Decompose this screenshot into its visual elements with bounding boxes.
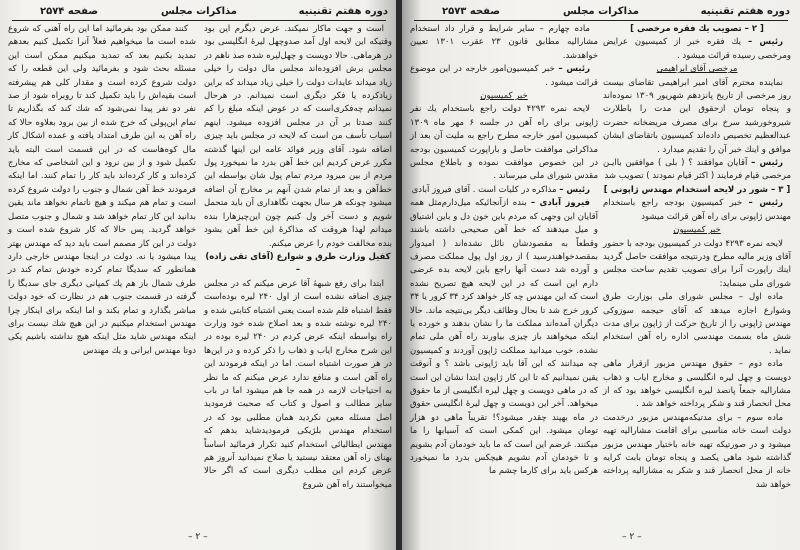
page-header bbox=[10, 4, 388, 20]
paragraph bbox=[410, 184, 598, 197]
left-page bbox=[0, 0, 398, 550]
paragraph-text: آقایان موافقند ؟ ( بلی ) موافقین باایـن مرخصی قیام فرمایند ( اکثر قیام نمودند ) تصویب شد bbox=[603, 158, 791, 182]
paragraph bbox=[410, 63, 598, 90]
subheading bbox=[603, 224, 791, 237]
subheading bbox=[410, 90, 598, 103]
paragraph bbox=[603, 77, 791, 157]
paragraph-text: مذاکره در کلیات است . آقای فیروز آبادی bbox=[411, 184, 560, 195]
page-number: صفحه ۲۵۷۴ bbox=[40, 6, 99, 17]
paragraph-text: خبر کمیسیون بودجه راجع باستخدام مهندس ژاپونی برای راه آهن قرائت میشود bbox=[603, 198, 791, 222]
paragraph-text: لایحه نمره ۴۲۹۳ دولت راجع باستخدام یك نفر ژاپونی برای راه آهن در جلسه ۶ مهر ماه ۱۳۰۹ کمیسیون امور خارجه مطرح راجع به ملیت آن بعد از مذاکراتی موافقت حاصل و باراپورت کمیسیون بودجه در این خصوص موافقت نموده و باطلاع مجلس مقدس شورای ملی میرساند . bbox=[410, 104, 598, 182]
speaker-name: رئیس – bbox=[748, 198, 784, 209]
speaker-name: رئیس – bbox=[747, 37, 784, 48]
paragraph bbox=[204, 278, 392, 493]
text-column-left bbox=[410, 23, 598, 479]
paragraph bbox=[603, 291, 791, 358]
subheading bbox=[603, 63, 791, 76]
paragraph-text: [ ۲ – تصویب یك فقره مرخصی ] bbox=[630, 24, 764, 34]
paragraph bbox=[204, 23, 392, 251]
header-title: مذاکرات مجلس bbox=[562, 6, 639, 17]
paragraph-text: ماده سوم – برای مدتیکه‌مهندس مزبور درخدمت دولت است خانه مناسبی برای اقامت مشارالیه تهیه میشود و در صورتیکه تهیه خانه باختیار مهندس مزبور گذاشته شود ماهی یکصد و پنجاه تومان بابت کرایه خانه از محل انحصار قند و شکر به مشارالیه پرداخته خواهد شد bbox=[603, 412, 791, 490]
paragraph bbox=[603, 238, 791, 292]
paragraph-text: خبر کمیسیون‌امور خارجه در این موضوع قرائت میشود . bbox=[410, 64, 598, 88]
speaker-name: فیروز آبادی – bbox=[530, 198, 590, 209]
paragraph bbox=[603, 412, 791, 492]
paragraph-text: مرخصی آقای ابراهیمی bbox=[656, 64, 738, 75]
footer-page-number: – ۲ – bbox=[188, 532, 208, 542]
paragraph-text: ماده چهارم – سایر شرایط و قرار داد استخدام مشارالیه مطابق قانون ۲۳ عقرب ۱۳۰۱ تعیین خواهدشد. bbox=[410, 24, 599, 61]
header-title: مذاکرات مجلس bbox=[160, 6, 237, 17]
section-heading bbox=[603, 23, 791, 36]
paragraph-text: نماینده محترم آقای امیر ابراهیمی تقاضای بیست روز مرخصی از تاریخ پانزدهم شهریور ۱۳۰۹ نموده‌اند و پنجاه تومان ازحقوق این مدت را باطلارت شیروخورشید سرخ برای مصرف مریضخانه حضرت عبدالعظیم تخصیص داده‌اند کمیسیون باتقاضای ایشان موافق و اینك خبر آن را تقدیم میدارد . bbox=[603, 77, 791, 155]
paragraph-text: کنند ممکن بود بفرمائید اما این راه آهنی که شروع شده است ما میخواهیم فعلاً آنرا تکمیل کنیم بعدهم تمدید بکنیم بعد که تمدید میکنیم ممکن است این مسئله بحث شود و بفرمائید ولی این قطعه را که دولت شروع کرده است و مقدار کلی هم پیشرفته است بقیه‌اش را باید تکمیل کند تا روبراه شود از صد نفر دو نفر پیدا نمی‌شود که شك کند که بگذاریم تا تمام این‌پولی که خرج شده از بین برود بعلاوه حالا که راه آهن به این طرف امتداد یافته و عمده اشکال کار مال کوه‌هاست که در این قسمت است البته باید تکمیل شود و از بین نرود و این اشخاصی که مخارج کرده‌اند و کار کرده‌اند باید کار را تمام کنند. اما اینکه فرمودند خط آهن شمال و جنوب را دولت شروع کرده است و تمام هم میکند و هیچ ناتمام نخواهد ماند یقین بدانید این کار تمام خواهد شد و شمال و جنوب متصل خواهد گردید. پس حالا که کار شروع شده است و دولت در این کار مصمم است باید دید که مهندس بهتر پیدا میشود یا نه. دولت در اینجا مهندس خارجی دارد همانطور که سدیگا تمام کرده خودش تمام کند در طرف شمال باز هم یك کمپانی دیگری جای سدیگا را گرفته در قسمت جنوب هم در نظارت که خود دولت مباشر بگذارد و تمام بکند و اما اینکه برای اینکار چرا مهندس استخدام میکنیم در این هیچ شك نیست برای اینکه مهندس شاید مثل اینکه هیچ نداشته باشیم یکی دوتا مهندس ایرانی و یك مهندس bbox=[8, 24, 196, 356]
paragraph bbox=[603, 197, 791, 224]
text-column-right bbox=[603, 23, 791, 492]
paragraph-text: [ ۳ – شور در لایحه استخدام مهندس ژاپونی ] bbox=[603, 184, 791, 195]
page-header bbox=[412, 4, 790, 20]
paragraph-text: خبر کمیسیون bbox=[480, 91, 528, 102]
paragraph bbox=[603, 36, 791, 63]
paragraph-text: کفیل وزارت طرق و شوارع (آقای تقی زاده) – bbox=[205, 251, 391, 276]
paragraph bbox=[410, 23, 598, 63]
paragraph-text: است و جهت ماکار نمیکند. عرض دیگرم این بود وقتیکه این لایحه اول آمد صدوچهل لیرهٔ انگلیسی بود در هرماهی. حالا دویست و چهل‌لیره شده صد ناهم در مجلس برش افزوده‌اند مجلس مال دولت را خیلی زیاد میداند عایدات دولت را خیلی زیاد میداند که براین زیادکرده یا فکر دیگری است نمیدانم. در هرحال نمیدانم چه‌فکری‌است که در عوض اینکه مبلغ را کم کنند صدتا بر آن در مجلس افزوده میشود. اینهم اسباب تأسف من است که لایحه در مجلس باید چیزی اضافه شود. آقای وزیر فوائد عامه این اینها گذشته مکرر عرض کردیم این خط آهن بدرد ما نمیخورد پول مردم از بین میرود مردم تمام پول شان بواسطه این خط‌آهن و بعد از تمام شدن آنهم بر مخارج آن اضافه میشود چونکه هر سال بجهت نگاهداری آن باید متحمل شویم و دست آخر ول کنیم چون این‌چیزهارا بنده میدانم لهذا هروقت که مذاکرهٔ این خط آهن بشود بنده مخالفت خودم را عرض میکنم. bbox=[204, 24, 392, 249]
paragraph-text: بنده ازآنجائیکه میل‌دارم‌مثل همه آقایان این وجهی که مردم باین خون دل و باین اشتیاق و میل میدهند که خط آهن صحیحی داشته باشند وقطعاً به مقصودشان نائل نشده‌اند ( امیدوار بمقصدخواهندرسید ) از روز اول پول مملکت مصرف و آورده شد دست آنها راجع باین لایحه بده عرضی دارم این است که در این لایحه هیچ تصریح نشده است که این مهندس چه کار خواهد کرد ۳۴ کرور یا ۳۴ کرور خرج شد تا بحال وظائف دیگر بی‌نتیجه ماند. حالا دیگران آمده‌اند مملکت ما را نشان بدهند و خورده یا اینکه میخواهند باز چیزی بیاورند راه آهن ملی تمام نشده. خوب میدانید مملکت ژاپون آوردند و کمیسیون چه میدانند که این آقا باید ژاپونی باشد ؟ و آنوقت یقین نمیدانیم که تا این کار ژاپون ابتدا نشان این است که در ماهی دویست و چهل لیره انگلیسی از ما حقوق میخواهد. آخر این دویست و چهل لیرهٔ انگلیسی حقوق در ماه بهپند چقدر میشود؟! تقریباً ماهی دو هزار تومان میشود. این کمکی است که آسیابها را ما میکنند. غرضم این است که ما باید خودمان آدم بشویم و تا خودمان آدم نشویم هیچکس بدرد ما نمیخورد هرکس باید برای کارما چشم ما bbox=[410, 198, 598, 477]
header-rule bbox=[414, 20, 788, 21]
paragraph-text: خبر کمیسیون bbox=[673, 225, 721, 236]
paragraph bbox=[603, 358, 791, 412]
session-label: دوره هفتم تقنینیه bbox=[298, 6, 388, 17]
section-heading bbox=[603, 184, 791, 197]
paragraph bbox=[410, 103, 598, 183]
page-number: صفحه ۲۵۷۳ bbox=[442, 6, 501, 17]
session-label: دوره هفتم تقنینیه bbox=[700, 6, 790, 17]
paragraph-text: ابتدا برای رفع شبههٔ آقا عرض میکنم که در مجلس چیزی اضافه نشده است از اول ۲۴۰ لیره بوده‌است فقط اشتباه قلم شده است یعنی اشتباه کتابتی شده و ۲۴۰ لیره نوشته شده و بعد اصلاح شده خود وزارت راه بواسطه اینکه عرض کردم در ۲۴۰ لیره بوده در این شرح مخارج ایاب و ذهاب را ذکر کرده و در این‌ها در هر صورت اشتباه است. اما در اینکه فرمودند این راه آهن است و منافع ندارد عرض میکنم که ما نظر به احتیاجات لازمه در همه جا هم میشود اما در باب سایر مطالب و اصول و کتاب که صحبت فرمودید اصل مسئله معین نکردید همان مطلبی بود که در استخدام مهندس بلژیکی فرمودید‌شاید بدهم که مهندس ایطالیائی استخدام کنید تکرار فرمائید اساساً بهنای راه آهن معتقد نیستید یا صلاح نمیدانید آنروز هم عرض کردم این مطلب دیگری است که اگر حالا میخواستند راه آهن شروع bbox=[204, 278, 393, 490]
text-column-left bbox=[8, 23, 196, 358]
paragraph-text: ماده دوم – حقوق مهندس مزبور ازقرار ماهی دویست و چهل لیره انگلیسی و مخارج ایاب و ذهاب مشارالیه جمعاً پانصد لیره انگلیسی خواهد بود که از محل انحصار قند و شکر پرداخته خواهد شد . bbox=[603, 359, 791, 410]
paragraph bbox=[603, 157, 791, 184]
paragraph-text: ماده اول – مجلس شورای ملی بوزارت طرق وشوارع اجازه میدهد که آقای حیجمه سوزوکی مهندس ژاپونی را از تاریخ حرکت از ژاپون برای مدت شش ماه بسمت مهندسی اداره راه آهن استخدام نماید . bbox=[603, 292, 791, 356]
speaker-name: رئیس – bbox=[751, 158, 784, 169]
header-rule bbox=[12, 20, 386, 21]
section-heading bbox=[204, 251, 392, 278]
paragraph-text: لایحه نمره ۴۲۹۳ دولت در کمیسیون بودجه با حضور آقای وزیر مالیه مطرح ودرنتیجه موافقت حاصل گردید اینك راپورت آنرا برای تصویب تقدیم ساحت مجلس شورای ملی مینماید: bbox=[603, 238, 791, 289]
footer-page-number: – ۲ – bbox=[622, 532, 642, 542]
paragraph bbox=[8, 23, 196, 358]
speaker-name: رئیس – bbox=[558, 64, 590, 75]
paragraph bbox=[410, 197, 598, 479]
paragraph-text: یك فقره خبر از کمیسیون عرایض ومرخصی رسیده قرائت میشود . bbox=[603, 37, 791, 61]
right-page bbox=[402, 0, 800, 550]
speaker-name: رئیس – bbox=[559, 184, 590, 195]
text-column-right bbox=[204, 23, 392, 492]
